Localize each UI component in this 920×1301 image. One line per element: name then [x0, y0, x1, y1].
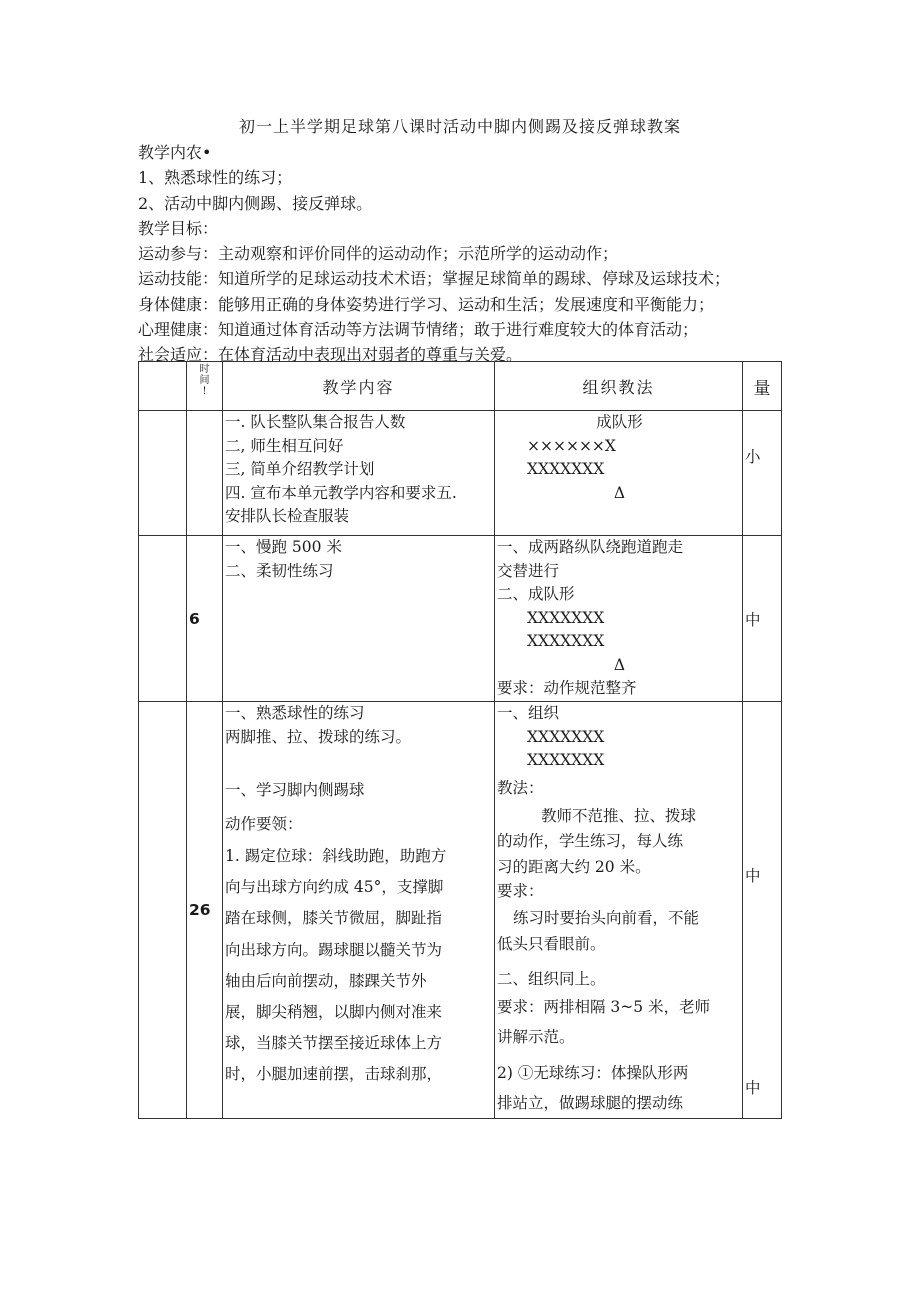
intro-line: 教学目标： [138, 218, 219, 238]
amount-value: 中 [745, 867, 761, 885]
formation-line: XXXXXXX [527, 751, 605, 769]
row-method [495, 411, 743, 536]
method-line: 教师不范推、拉、拨球 [541, 806, 697, 825]
content-line: 安排队长检查服装 [225, 507, 350, 525]
formation-line: XXXXXXX [527, 460, 605, 478]
row-blank-cell [139, 702, 187, 1119]
table-row [139, 702, 782, 1119]
content-line: 二、柔韧性练习 [225, 561, 334, 580]
row-method [495, 702, 743, 1119]
content-line: 一、慢跑 500 米 [225, 538, 342, 556]
formation-line: ××××××X [527, 436, 616, 455]
row-amount: 中 [743, 536, 782, 702]
header-time-char: 间 [199, 375, 210, 386]
content-line: 动作要领： [225, 815, 303, 833]
content-line: 踏在球侧，膝关节微屈，脚趾指 [225, 909, 443, 928]
header-amount: 量 [743, 362, 782, 411]
formation-line: XXXXXXX [527, 632, 605, 650]
row-time: 6 [187, 536, 223, 702]
lesson-plan-table [138, 361, 782, 1119]
teacher-marker: Δ [613, 655, 626, 674]
header-time [187, 362, 223, 411]
method-line: 要求：两排相隔 3~5 米，老师 [497, 998, 711, 1016]
content-line: 1. 踢定位球：斜线助跑，助跑方 [225, 847, 447, 865]
intro-line: 教学内农• [138, 143, 212, 162]
table-header-row [139, 362, 782, 411]
row-time [187, 411, 223, 536]
method-line: 练习时要抬头向前看，不能 [513, 909, 700, 927]
content-line: 四. 宣布本单元教学内容和要求五. [225, 483, 457, 502]
method-line: 教法： [497, 778, 544, 797]
row-amount [743, 702, 782, 1119]
method-line: 二、组织同上。 [497, 970, 606, 988]
header-time-char: 时 [199, 364, 210, 375]
intro-line: 心理健康：知道通过体育活动等方法调节情绪；敢于进行难度较大的体育活动； [138, 320, 699, 340]
header-time-char: ! [202, 386, 207, 397]
method-line: 交替进行 [497, 561, 560, 580]
formation-line: XXXXXXX [527, 608, 605, 627]
intro-line: 社会适应：在体育活动中表现出对弱者的尊重与关爱。 [138, 345, 523, 365]
intro-line: 身体健康：能够用正确的身体姿势进行学习、运动和生活；发展速度和平衡能力； [138, 294, 715, 314]
formation-line: XXXXXXX [527, 727, 605, 746]
row-content [223, 702, 495, 1119]
content-line: 球，当膝关节摆至接近球体上方 [225, 1034, 443, 1053]
header-blank-cell [139, 362, 187, 411]
method-line: 成队形 [596, 413, 643, 431]
intro-line: 1、熟悉球性的练习； [138, 168, 293, 188]
row-blank-cell [139, 411, 187, 536]
method-line: 低头只看眼前。 [497, 935, 606, 953]
intro-section [138, 140, 798, 368]
row-method [495, 536, 743, 702]
method-line: 一、成两路纵队绕跑道跑走 [497, 538, 684, 556]
header-content: 教学内容 [223, 362, 495, 411]
row-content [223, 411, 495, 536]
content-line: 三, 简单介绍教学计划 [225, 460, 375, 478]
amount-value: 中 [745, 1079, 761, 1097]
method-line: 习的距离大约 20 米。 [497, 857, 651, 876]
intro-line: 运动技能：知道所学的足球运动技术术语；掌握足球简单的踢球、停球及运球技术； [138, 269, 731, 289]
method-line: 的动作，学生练习，每人练 [497, 831, 684, 850]
method-line: 二、成队形 [497, 585, 575, 603]
page-title: 初一上半学期足球第八课时活动中脚内侧踢及接反弹球教案 [238, 117, 681, 136]
content-line: 向与出球方向约成 45°，支撑脚 [225, 878, 444, 897]
content-line: 时，小腿加速前摆，击球刹那， [225, 1065, 443, 1084]
row-content [223, 536, 495, 702]
content-line: 向出球方向。踢球腿以髓关节为 [225, 940, 443, 959]
method-line: 讲解示范。 [497, 1028, 575, 1046]
content-line: 一、熟悉球性的练习 [225, 704, 365, 722]
content-line: 两脚推、拉、拨球的练习。 [225, 727, 412, 746]
teacher-marker: Δ [613, 483, 626, 502]
intro-line: 运动参与：主动观察和评价同伴的运动动作；示范所学的运动动作； [138, 244, 619, 264]
table-row [139, 536, 782, 702]
content-line: 一、学习脚内侧踢球 [225, 781, 365, 799]
content-line: 一. 队长整队集合报告人数 [225, 413, 406, 431]
content-line: 二, 师生相互问好 [225, 436, 344, 455]
method-line: 排站立，做踢球腿的摆动练 [497, 1094, 684, 1112]
row-amount: 小 [743, 411, 782, 536]
intro-line: 2、活动中脚内侧踢、接反弹球。 [138, 193, 373, 213]
content-line: 轴由后向前摆动，膝踝关节外 [225, 971, 427, 990]
table-row [139, 411, 782, 536]
method-line: 要求：动作规范整齐 [497, 679, 637, 697]
header-method: 组织教法 [495, 362, 743, 411]
method-line: 2) ①无球练习：体操队形两 [497, 1064, 689, 1082]
content-line: 展，脚尖稍翘，以脚内侧对准来 [225, 1003, 443, 1022]
method-line: 要求： [497, 881, 544, 900]
row-blank-cell [139, 536, 187, 702]
row-time: 26 [187, 702, 223, 1119]
method-line: 一、组织 [497, 704, 560, 722]
